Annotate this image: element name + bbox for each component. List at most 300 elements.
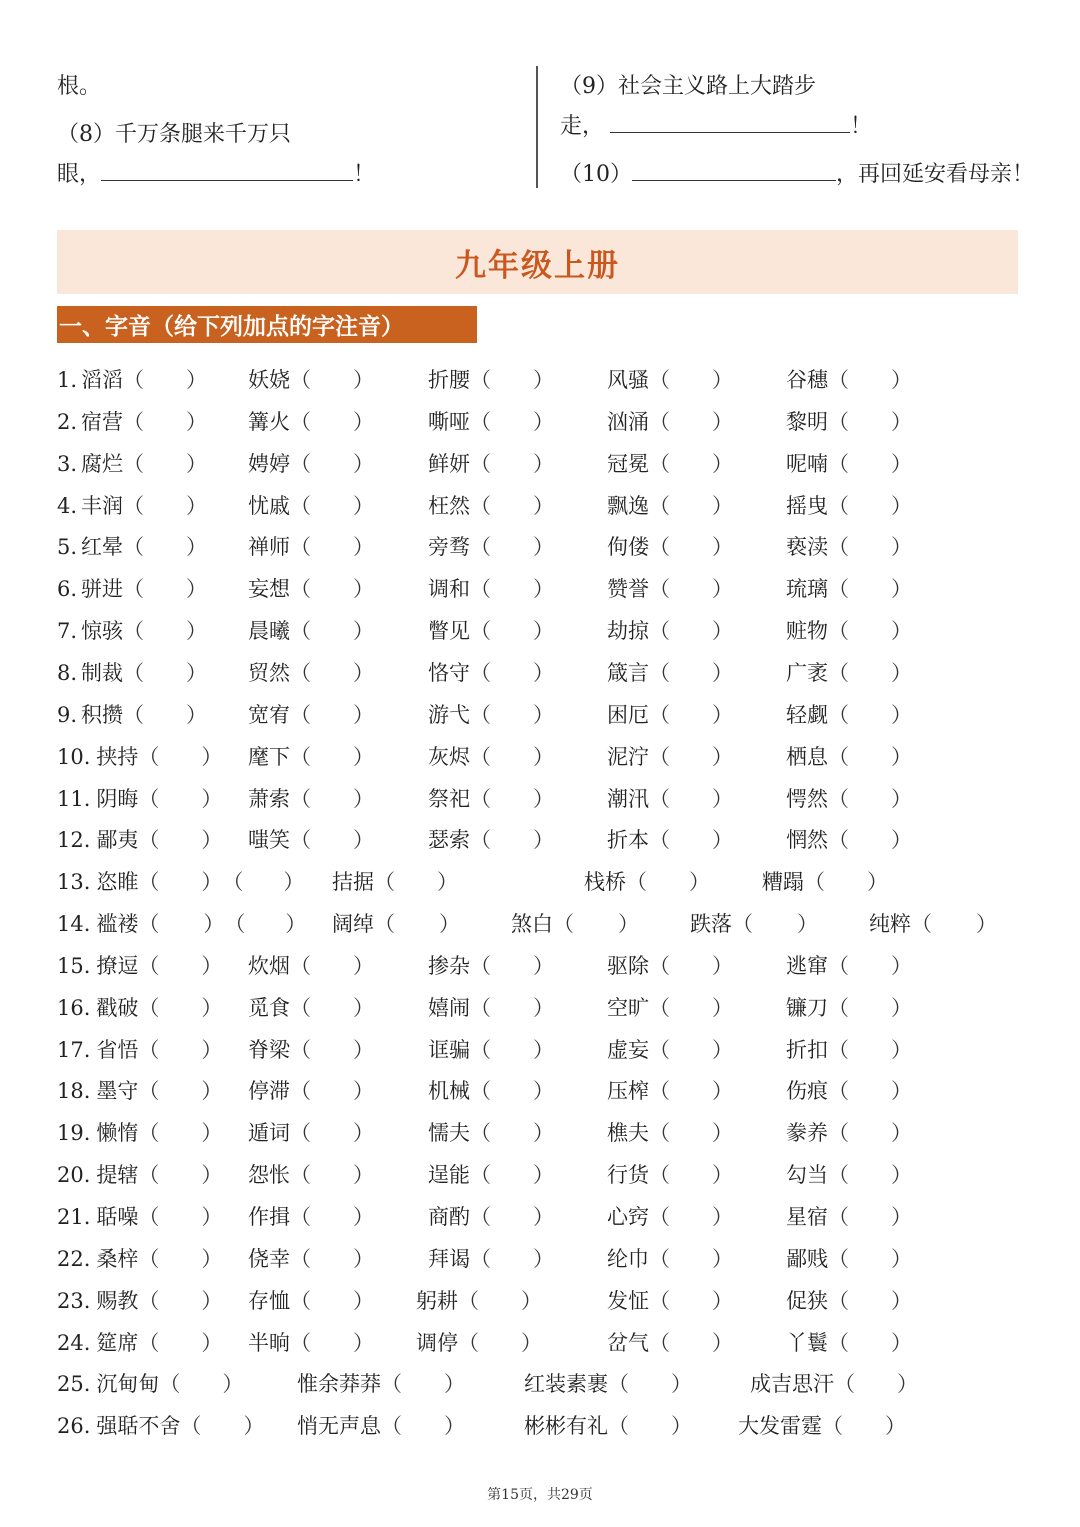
- answer-paren-open: （: [828, 1289, 849, 1313]
- answer-paren-open: （: [123, 535, 145, 559]
- answer-paren-open: （: [381, 1414, 402, 1438]
- exercise-item: [607, 657, 733, 689]
- section-heading: [57, 306, 477, 343]
- left-line-3-suffix: ！: [353, 162, 376, 187]
- answer-paren-open: （: [649, 828, 670, 852]
- exercise-item: [584, 866, 710, 898]
- vocab-word: 晨曦: [248, 619, 290, 643]
- answer-paren-close: ）: [201, 787, 223, 811]
- answer-paren-close: ）: [533, 452, 554, 476]
- exercise-item: [607, 1327, 733, 1359]
- answer-paren-open: （: [911, 912, 932, 936]
- answer-paren-open: （: [290, 1205, 311, 1229]
- item-number: 25.: [57, 1372, 91, 1396]
- exercise-item: [248, 1243, 374, 1275]
- exercise-item: [248, 1034, 374, 1066]
- vocab-word: 折扣: [786, 1038, 828, 1062]
- answer-paren-open: （: [828, 1205, 849, 1229]
- vocab-word: 制裁: [81, 661, 124, 685]
- exercise-item: [248, 741, 374, 773]
- exercise-item: [750, 1368, 918, 1400]
- exercise-item: [248, 490, 374, 522]
- vocab-word: 拮据: [332, 870, 374, 894]
- vocab-word: 躬耕: [416, 1289, 458, 1313]
- exercise-item: [607, 531, 733, 563]
- exercise-row: [0, 1034, 1080, 1076]
- answer-paren-close: ）: [203, 912, 225, 936]
- exercise-item: [607, 783, 733, 815]
- vocab-word: 旁骛: [428, 535, 470, 559]
- item-number: 23.: [57, 1289, 91, 1313]
- exercise-row: [0, 1117, 1080, 1159]
- exercise-item: [786, 1285, 912, 1317]
- vocab-word: 劫掠: [607, 619, 649, 643]
- exercise-item: [248, 992, 374, 1024]
- answer-paren-close: ）: [533, 1121, 554, 1145]
- vocab-word: 煞白: [511, 912, 553, 936]
- vocab-word: 侥幸: [248, 1247, 290, 1271]
- exercise-row: [0, 1410, 1080, 1452]
- answer-paren-close: ）: [186, 661, 208, 685]
- answer-paren-close: ）: [439, 912, 460, 936]
- vocab-word: 惟余莽莽: [297, 1372, 381, 1396]
- exercise-item: [738, 1410, 906, 1442]
- exercise-item: [248, 1201, 374, 1233]
- exercise-item: [428, 573, 554, 605]
- exercise-item: [869, 908, 997, 940]
- answer-paren-open: （: [828, 661, 849, 685]
- vocab-word: 禅师: [248, 535, 290, 559]
- answer-paren-close: ）: [201, 996, 223, 1020]
- exercise-item: [786, 490, 912, 522]
- section-title: 一、字音（给下列加点的字注音）: [59, 314, 404, 340]
- vocab-word: 折本: [607, 828, 649, 852]
- vocab-word: 勾当: [786, 1163, 828, 1187]
- answer-paren-close: ）: [712, 1247, 733, 1271]
- vocab-word: 怨怅: [248, 1163, 290, 1187]
- item-number: 22.: [57, 1247, 91, 1271]
- answer-paren-close: ）: [201, 1289, 223, 1313]
- vocab-word: 恪守: [428, 661, 470, 685]
- vocab-word: 沉甸甸: [96, 1372, 160, 1396]
- exercise-item: [786, 531, 912, 563]
- answer-paren-open: （: [470, 452, 491, 476]
- vocab-word: 红晕: [81, 535, 124, 559]
- exercise-item: [786, 1075, 912, 1107]
- answer-paren-close: ）: [867, 870, 888, 894]
- vocab-word: 恣睢: [96, 870, 139, 894]
- answer-paren-close: ）: [353, 1331, 374, 1355]
- vocab-word: 阴晦: [96, 787, 139, 811]
- item-number: 8.: [57, 661, 78, 685]
- exercise-item: [248, 783, 374, 815]
- exercise-item: [428, 1034, 554, 1066]
- answer-paren-open: （: [649, 745, 670, 769]
- answer-paren-open: （: [224, 912, 246, 936]
- exercise-item: [248, 824, 374, 856]
- vocab-word: 驱除: [607, 954, 649, 978]
- answer-paren-close: ）: [885, 1414, 906, 1438]
- answer-paren-close: ）: [353, 996, 374, 1020]
- item-number: 11.: [57, 787, 91, 811]
- exercise-item: [248, 1075, 374, 1107]
- exercise-item: [607, 615, 733, 647]
- exercise-item: [607, 699, 733, 731]
- vocab-word: 惊骇: [81, 619, 124, 643]
- vocab-word: 妖娆: [248, 368, 290, 392]
- exercise-item: [57, 1201, 222, 1233]
- answer-paren-close: ）: [797, 912, 818, 936]
- answer-paren-open: （: [828, 954, 849, 978]
- exercise-item: [248, 573, 374, 605]
- answer-paren-close: ）: [201, 1331, 223, 1355]
- vocab-word: 脊梁: [248, 1038, 290, 1062]
- answer-paren-open: （: [374, 912, 395, 936]
- exercise-item: [57, 908, 306, 940]
- exercise-item: [428, 406, 554, 438]
- vocab-word: 调停: [416, 1331, 458, 1355]
- exercise-item: [690, 908, 818, 940]
- exercise-item: [57, 406, 207, 438]
- item-number: 16.: [57, 996, 91, 1020]
- answer-paren-close: ）: [891, 828, 912, 852]
- vocab-word: 岔气: [607, 1331, 649, 1355]
- vocab-word: 潮汛: [607, 787, 649, 811]
- exercise-row: [0, 950, 1080, 992]
- answer-paren-close: ）: [891, 1247, 912, 1271]
- answer-paren-open: （: [290, 1079, 311, 1103]
- exercise-item: [248, 1159, 374, 1191]
- answer-paren-close: ）: [353, 1079, 374, 1103]
- answer-paren-close: ）: [186, 577, 208, 601]
- exercise-item: [428, 490, 554, 522]
- vocab-word: 琉璃: [786, 577, 828, 601]
- answer-paren-open: （: [828, 1163, 849, 1187]
- vocab-word: 骈进: [81, 577, 124, 601]
- answer-paren-close: ）: [353, 1121, 374, 1145]
- answer-paren-open: （: [834, 1372, 855, 1396]
- answer-paren-close: ）: [712, 494, 733, 518]
- answer-paren-open: （: [290, 368, 311, 392]
- answer-paren-open: （: [470, 1247, 491, 1271]
- vocab-word: 呢喃: [786, 452, 828, 476]
- vocab-word: 灰烬: [428, 745, 470, 769]
- right-line-2-suffix: ！: [850, 114, 873, 139]
- answer-paren-open: （: [822, 1414, 843, 1438]
- exercise-item: [607, 1285, 733, 1317]
- right-line-3-suffix: ，再回延安看母亲！: [836, 162, 1035, 187]
- vocab-word: 发怔: [607, 1289, 649, 1313]
- vocab-word: 炊烟: [248, 954, 290, 978]
- answer-paren-close: ）: [353, 703, 374, 727]
- vocab-word: 压榨: [607, 1079, 649, 1103]
- vocab-word: 鲜妍: [428, 452, 470, 476]
- exercise-item: [607, 1034, 733, 1066]
- answer-paren-close: ）: [533, 1079, 554, 1103]
- vocab-word: 折腰: [428, 368, 470, 392]
- item-number: 15.: [57, 954, 91, 978]
- exercise-row: [0, 364, 1080, 406]
- answer-paren-close: ）: [533, 1163, 554, 1187]
- answer-paren-open: （: [290, 494, 311, 518]
- answer-paren-open: （: [290, 410, 311, 434]
- vocab-word: 丫鬟: [786, 1331, 828, 1355]
- answer-paren-open: （: [732, 912, 753, 936]
- answer-paren-open: （: [123, 368, 145, 392]
- exercise-item: [428, 657, 554, 689]
- answer-paren-open: （: [626, 870, 647, 894]
- vocab-word: 枉然: [428, 494, 470, 518]
- answer-paren-close: ）: [533, 954, 554, 978]
- vocab-word: 轻觑: [786, 703, 828, 727]
- answer-paren-close: ）: [533, 535, 554, 559]
- answer-paren-open: （: [828, 535, 849, 559]
- exercise-item: [786, 573, 912, 605]
- vocab-word: 强聒不舍: [96, 1414, 181, 1438]
- vocab-word: 伤痕: [786, 1079, 828, 1103]
- vocab-word: 停滞: [248, 1079, 290, 1103]
- vocab-word: 篝火: [248, 410, 290, 434]
- exercise-item: [428, 448, 554, 480]
- exercise-item: [786, 1159, 912, 1191]
- right-line-3: [560, 158, 1034, 190]
- answer-paren-open: （: [290, 1289, 311, 1313]
- answer-paren-open: （: [470, 661, 491, 685]
- exercise-item: [57, 1243, 222, 1275]
- answer-paren-close: ）: [222, 1372, 244, 1396]
- vocab-word: 聒噪: [96, 1205, 139, 1229]
- answer-paren-open: （: [649, 452, 670, 476]
- vocab-word: 娉婷: [248, 452, 290, 476]
- answer-paren-close: ）: [444, 1372, 465, 1396]
- exercise-item: [607, 1117, 733, 1149]
- exercise-row: [0, 573, 1080, 615]
- answer-paren-close: ）: [712, 1331, 733, 1355]
- vocab-word: 墨守: [96, 1079, 139, 1103]
- exercise-item: [57, 1368, 243, 1400]
- answer-paren-close: ）: [285, 912, 307, 936]
- exercise-item: [786, 699, 912, 731]
- answer-paren-open: （: [222, 870, 244, 894]
- answer-paren-close: ）: [891, 745, 912, 769]
- answer-paren-open: （: [123, 577, 145, 601]
- answer-paren-close: ）: [712, 535, 733, 559]
- exercise-item: [428, 615, 554, 647]
- answer-paren-open: （: [458, 1289, 479, 1313]
- item-number: 5.: [57, 535, 78, 559]
- exercise-item: [57, 824, 222, 856]
- exercise-item: [57, 1159, 222, 1191]
- exercise-item: [607, 1201, 733, 1233]
- exercise-item: [57, 1327, 222, 1359]
- answer-paren-open: （: [649, 1205, 670, 1229]
- answer-paren-close: ）: [201, 1247, 223, 1271]
- vocab-word: 桑梓: [96, 1247, 139, 1271]
- exercise-item: [607, 573, 733, 605]
- answer-paren-close: ）: [353, 452, 374, 476]
- vocab-word: 悄无声息: [297, 1414, 381, 1438]
- answer-paren-open: （: [290, 703, 311, 727]
- exercise-item: [607, 950, 733, 982]
- exercise-item: [524, 1368, 692, 1400]
- item-number: 7.: [57, 619, 78, 643]
- answer-paren-open: （: [553, 912, 574, 936]
- answer-paren-open: （: [828, 1121, 849, 1145]
- answer-paren-open: （: [470, 410, 491, 434]
- left-line-3-prefix: 眼，: [57, 162, 102, 187]
- answer-paren-open: （: [470, 996, 491, 1020]
- exercise-row: [0, 783, 1080, 825]
- answer-paren-close: ）: [533, 410, 554, 434]
- vocab-word: 遁词: [248, 1121, 290, 1145]
- vocab-word: 存恤: [248, 1289, 290, 1313]
- answer-paren-close: ）: [712, 1205, 733, 1229]
- item-number: 20.: [57, 1163, 91, 1187]
- answer-paren-close: ）: [201, 1205, 223, 1229]
- answer-paren-close: ）: [353, 828, 374, 852]
- answer-paren-open: （: [138, 954, 160, 978]
- vocab-word: 栈桥: [584, 870, 626, 894]
- exercise-item: [607, 1243, 733, 1275]
- answer-paren-close: ）: [186, 703, 208, 727]
- answer-paren-close: ）: [521, 1289, 542, 1313]
- vocab-word: 彬彬有礼: [524, 1414, 608, 1438]
- answer-paren-open: （: [138, 1331, 160, 1355]
- exercise-row: [0, 1243, 1080, 1285]
- exercise-item: [607, 448, 733, 480]
- answer-paren-close: ）: [444, 1414, 465, 1438]
- answer-paren-open: （: [290, 535, 311, 559]
- exercise-item: [607, 364, 733, 396]
- exercise-row: [0, 1075, 1080, 1117]
- exercise-item: [57, 573, 207, 605]
- answer-paren-close: ）: [712, 745, 733, 769]
- exercise-item: [57, 741, 222, 773]
- vocab-word: 褴褛: [96, 912, 139, 936]
- answer-paren-open: （: [123, 619, 145, 643]
- exercise-item: [248, 699, 374, 731]
- answer-paren-close: ）: [533, 787, 554, 811]
- item-number: 26.: [57, 1414, 91, 1438]
- item-number: 17.: [57, 1038, 91, 1062]
- answer-paren-close: ）: [353, 1289, 374, 1313]
- exercise-item: [57, 950, 222, 982]
- item-number: 1.: [57, 368, 78, 392]
- vocab-word: 纯粹: [869, 912, 911, 936]
- exercise-item: [786, 406, 912, 438]
- answer-paren-close: ）: [533, 619, 554, 643]
- exercise-row: [0, 1368, 1080, 1410]
- answer-paren-open: （: [608, 1372, 629, 1396]
- exercise-item: [428, 1243, 554, 1275]
- answer-paren-close: ）: [533, 661, 554, 685]
- exercise-item: [57, 1075, 222, 1107]
- answer-paren-open: （: [649, 787, 670, 811]
- answer-blank[interactable]: [632, 158, 836, 181]
- vocab-word: 汹涌: [607, 410, 649, 434]
- vocab-word: 麾下: [248, 745, 290, 769]
- answer-paren-open: （: [470, 1038, 491, 1062]
- answer-paren-open: （: [470, 1121, 491, 1145]
- vocab-word: 作揖: [248, 1205, 290, 1229]
- answer-paren-close: ）: [712, 996, 733, 1020]
- vocab-word: 鄙夷: [96, 828, 139, 852]
- vocab-word: 赃物: [786, 619, 828, 643]
- vocab-word: 提辖: [96, 1163, 139, 1187]
- answer-paren-open: （: [649, 410, 670, 434]
- answer-paren-open: （: [828, 452, 849, 476]
- exercise-item: [428, 699, 554, 731]
- item-number: 3.: [57, 452, 78, 476]
- vocab-word: 冠冕: [607, 452, 649, 476]
- vocab-word: 风骚: [607, 368, 649, 392]
- exercise-row: [0, 992, 1080, 1034]
- answer-paren-open: （: [123, 410, 145, 434]
- answer-paren-open: （: [470, 703, 491, 727]
- exercise-item: [786, 448, 912, 480]
- vocab-word: 豢养: [786, 1121, 828, 1145]
- answer-paren-open: （: [649, 1079, 670, 1103]
- answer-paren-open: （: [649, 661, 670, 685]
- answer-paren-close: ）: [712, 661, 733, 685]
- exercise-item: [786, 824, 912, 856]
- vocab-word: 黎明: [786, 410, 828, 434]
- vocab-word: 惘然: [786, 828, 828, 852]
- exercise-row: [0, 1159, 1080, 1201]
- vocab-word: 撩逗: [96, 954, 139, 978]
- answer-paren-close: ）: [891, 577, 912, 601]
- answer-paren-close: ）: [712, 787, 733, 811]
- answer-paren-close: ）: [201, 870, 223, 894]
- exercise-item: [607, 490, 733, 522]
- exercise-item: [57, 699, 207, 731]
- answer-paren-open: （: [138, 1247, 160, 1271]
- answer-paren-open: （: [649, 1247, 670, 1271]
- answer-paren-close: ）: [353, 745, 374, 769]
- answer-paren-open: （: [138, 1205, 160, 1229]
- item-number: 21.: [57, 1205, 91, 1229]
- answer-blank[interactable]: [610, 110, 850, 133]
- answer-paren-open: （: [649, 703, 670, 727]
- item-number: 12.: [57, 828, 91, 852]
- vocab-word: 虚妄: [607, 1038, 649, 1062]
- exercise-item: [524, 1410, 692, 1442]
- answer-blank[interactable]: [101, 158, 353, 181]
- answer-paren-open: （: [828, 368, 849, 392]
- answer-paren-close: ）: [712, 1121, 733, 1145]
- vocab-word: 逞能: [428, 1163, 470, 1187]
- answer-paren-close: ）: [533, 1038, 554, 1062]
- answer-paren-open: （: [138, 1163, 160, 1187]
- answer-paren-open: （: [649, 1163, 670, 1187]
- vocab-word: 宿营: [81, 410, 124, 434]
- answer-paren-open: （: [374, 870, 395, 894]
- exercise-item: [786, 364, 912, 396]
- answer-paren-close: ）: [186, 410, 208, 434]
- answer-paren-close: ）: [891, 787, 912, 811]
- exercise-item: [57, 783, 222, 815]
- answer-paren-open: （: [649, 368, 670, 392]
- answer-paren-close: ）: [243, 1414, 265, 1438]
- exercise-item: [428, 1201, 554, 1233]
- answer-paren-close: ）: [891, 494, 912, 518]
- answer-paren-open: （: [804, 870, 825, 894]
- vocab-word: 机械: [428, 1079, 470, 1103]
- exercise-item: [248, 950, 374, 982]
- exercise-item: [428, 992, 554, 1024]
- exercise-item: [57, 448, 207, 480]
- vocab-word: 游弋: [428, 703, 470, 727]
